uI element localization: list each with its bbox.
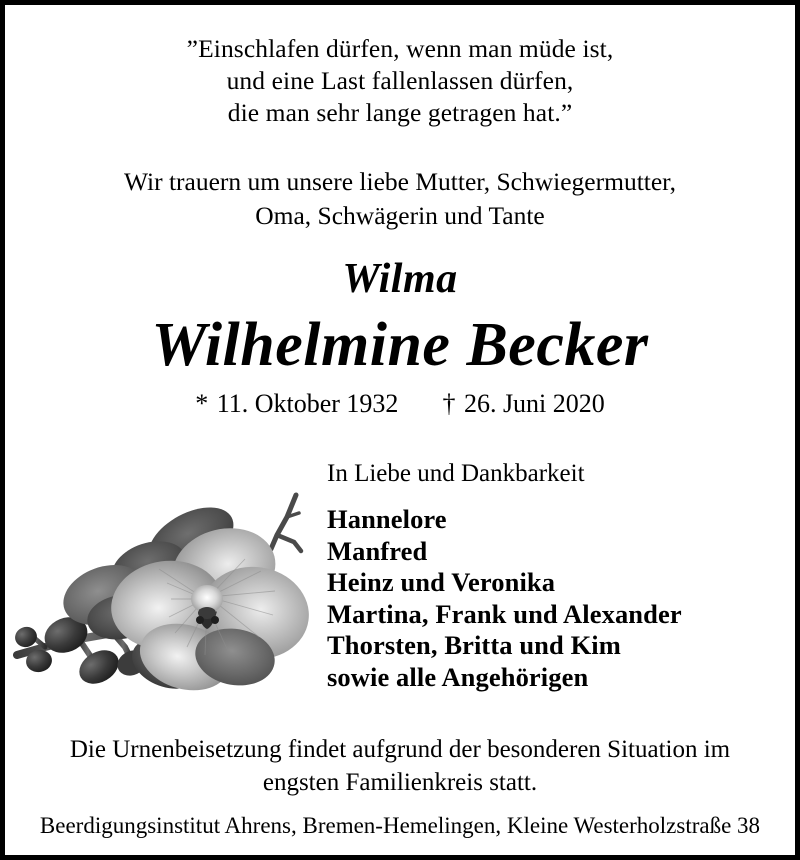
orchid-main-bloom [105,518,309,701]
family-member: Martina, Frank und Alexander [327,598,682,629]
life-dates [7,388,793,420]
orchid-buds [12,611,150,690]
family-member: Hannelore [327,504,447,534]
orchid-branch [223,495,301,569]
family-member: Manfred [327,535,428,566]
death-date: 26. Juni 2020 [463,389,605,418]
family-member: Heinz und Veronika [327,567,556,597]
death-date-group [442,389,604,418]
birth-star-icon: * [195,389,211,418]
birth-date: 11. Oktober 1932 [216,389,399,418]
dedication-line: In Liebe und Dankbarkeit [327,460,585,487]
funeral-home-line: Beerdigungsinstitut Ahrens, Bremen-Hemelingen, Kleine Westerholzstraße 38 [39,813,761,838]
mourning-line-2: Oma, Schwägerin und Tante [255,201,545,230]
family-list [327,504,682,693]
deceased-given-name: Wilma [342,256,458,302]
petal-veins [159,559,275,655]
mourning-line-1: Wir trauern um unsere liebe Mutter, Schwiegermutter, [123,167,677,196]
burial-note-line-2: engsten Familienkreis statt. [262,769,538,796]
mourning-statement [7,165,793,233]
family-member: Thorsten, Britta und Kim [327,630,621,660]
quote-line-1: ”Einschlafen dürfen, wenn man müde ist, [186,34,614,63]
notice-inner-frame [5,5,795,855]
burial-note-line-1: Die Urnenbeisetzung findet aufgrund der besonderen Situation im [69,736,731,763]
orchid-stem [17,627,187,673]
death-cross-icon: † [442,389,458,418]
burial-note [7,733,793,799]
orchid-rear-petals [55,494,250,697]
quote-line-3: die man sehr lange getragen hat.” [227,98,573,127]
memorial-quote [7,33,793,129]
family-member: sowie alle Angehörigen [327,661,589,692]
birth-date-group [195,389,398,418]
deceased-full-name: Wilhelmine Becker [151,311,649,379]
orchid-illustration [9,487,309,712]
quote-line-2: und eine Last fallenlassen dürfen, [226,66,574,95]
